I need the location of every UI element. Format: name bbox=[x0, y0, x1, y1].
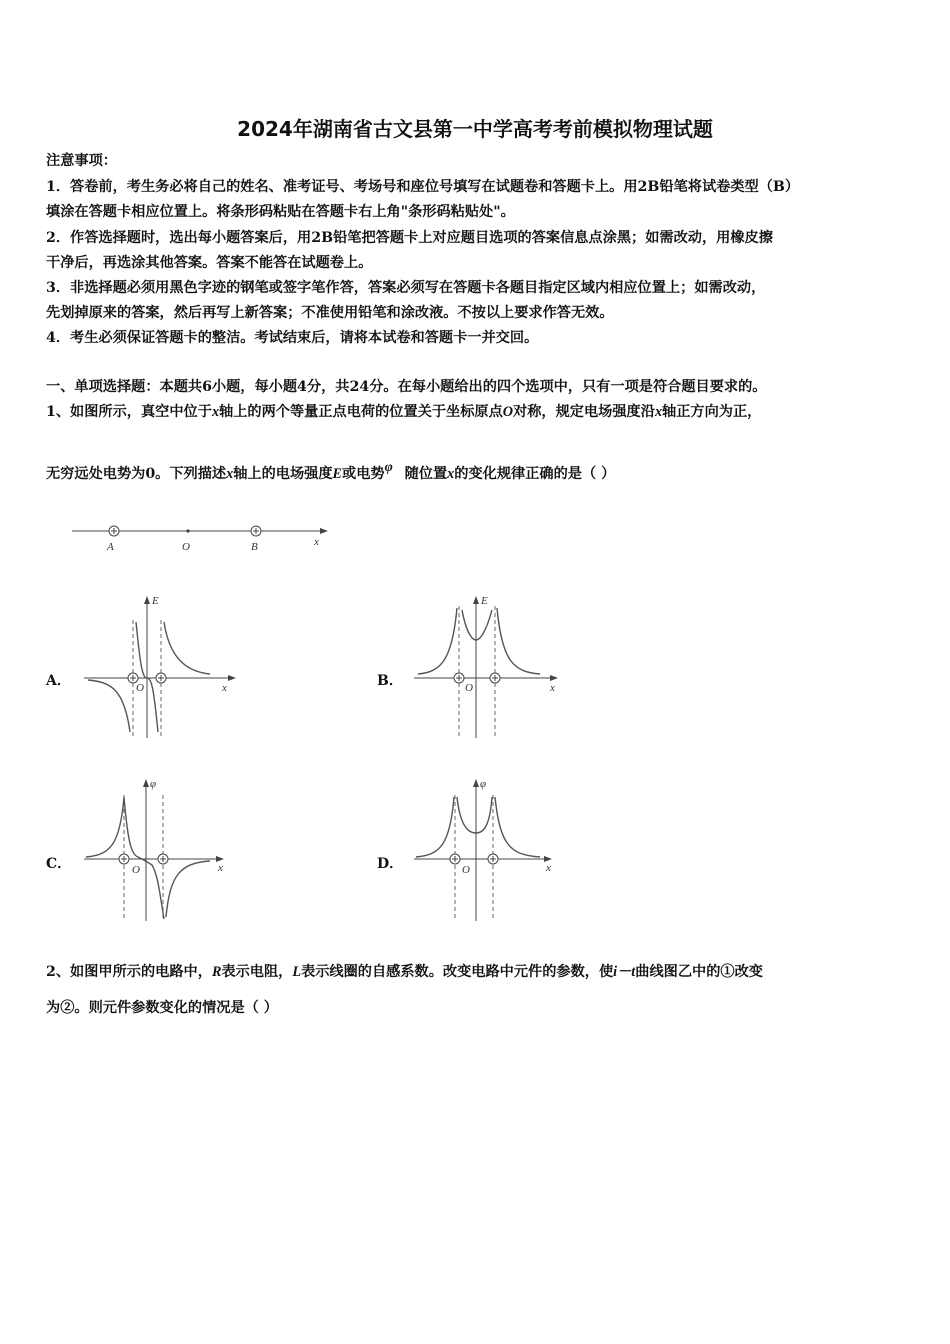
option-d-graph[interactable] bbox=[410, 775, 570, 925]
option-d-origin-label: O bbox=[462, 864, 470, 876]
charge-a-label: A bbox=[107, 541, 114, 553]
option-c-axis-label: φ bbox=[150, 778, 157, 790]
option-c-origin-label: O bbox=[132, 864, 140, 876]
section-1-heading: 一、单项选择题：本题共6小题，每小题4分，共24分。在每小题给出的四个选项中，只有一项是符合题目要求的。 bbox=[46, 379, 767, 395]
option-b-axis-label: E bbox=[481, 595, 488, 607]
origin-label: O bbox=[182, 541, 190, 553]
option-a-x-label: x bbox=[222, 682, 227, 694]
notice-item-3-line-1: 3．非选择题必须用黑色字迹的钢笔或签字笔作答，答案必须写在答题卡各题目指定区域内相应位置上；如需改动， bbox=[46, 280, 766, 296]
option-c-x-label: x bbox=[218, 862, 223, 874]
notice-item-3-line-2: 先划掉原来的答案，然后再写上新答案；不准使用铅笔和涂改液。不按以上要求作答无效。 bbox=[46, 305, 614, 321]
option-a-origin-label: O bbox=[136, 682, 144, 694]
notice-item-4: 4．考生必须保证答题卡的整洁。考试结束后，请将本试卷和答题卡一并交回。 bbox=[46, 330, 539, 346]
option-c-graph[interactable] bbox=[80, 775, 240, 925]
notice-heading: 注意事项： bbox=[46, 153, 117, 169]
charge-position-figure bbox=[66, 518, 336, 558]
notice-item-2-line-1: 2．作答选择题时，选出每小题答案后，用2B铅笔把答题卡上对应题目选项的答案信息点涂黑；如需改动，用橡皮擦 bbox=[46, 230, 773, 246]
option-d-x-label: x bbox=[546, 862, 551, 874]
question-2-line-2: 为②。则元件参数变化的情况是（ ） bbox=[46, 1000, 278, 1016]
option-d-axis-label: φ bbox=[480, 778, 487, 790]
option-c-label[interactable]: C． bbox=[46, 856, 72, 872]
question-2-line-1: 2、如图甲所示的电路中，R表示电阻，L表示线圈的自感系数。改变电路中元件的参数，使i－t曲线图乙中的①改变 bbox=[46, 964, 763, 980]
option-b-origin-label: O bbox=[465, 682, 473, 694]
option-d-label[interactable]: D． bbox=[377, 856, 404, 872]
question-1-line-1: 1、如图所示，真空中位于x轴上的两个等量正点电荷的位置关于坐标原点O对称，规定电场强度沿x轴正方向为正， bbox=[46, 404, 762, 420]
option-b-x-label: x bbox=[550, 682, 555, 694]
option-b-graph[interactable] bbox=[410, 592, 570, 742]
option-a-axis-label: E bbox=[152, 595, 159, 607]
notice-item-1-line-1: 1．答卷前，考生务必将自己的姓名、准考证号、考场号和座位号填写在试题卷和答题卡上。用2B铅笔将试卷类型（B） bbox=[46, 179, 800, 195]
phi-symbol: φ bbox=[384, 460, 393, 475]
option-a-graph[interactable] bbox=[80, 592, 240, 742]
charge-b-label: B bbox=[251, 541, 258, 553]
option-a-label[interactable]: A． bbox=[46, 673, 71, 689]
notice-item-1-line-2: 填涂在答题卡相应位置上。将条形码粘贴在答题卡右上角"条形码粘贴处"。 bbox=[46, 204, 515, 220]
x-axis-label: x bbox=[314, 536, 319, 548]
page-title: 2024年湖南省古文县第一中学高考考前模拟物理试题 bbox=[237, 117, 713, 141]
option-b-label[interactable]: B． bbox=[377, 673, 403, 689]
notice-item-2-line-2: 干净后，再选涂其他答案。答案不能答在试题卷上。 bbox=[46, 255, 373, 271]
question-1-line-2: 无穷远处电势为0。下列描述x轴上的电场强度E或电势 φ 随位置x的变化规律正确的是（ ） bbox=[46, 460, 616, 482]
